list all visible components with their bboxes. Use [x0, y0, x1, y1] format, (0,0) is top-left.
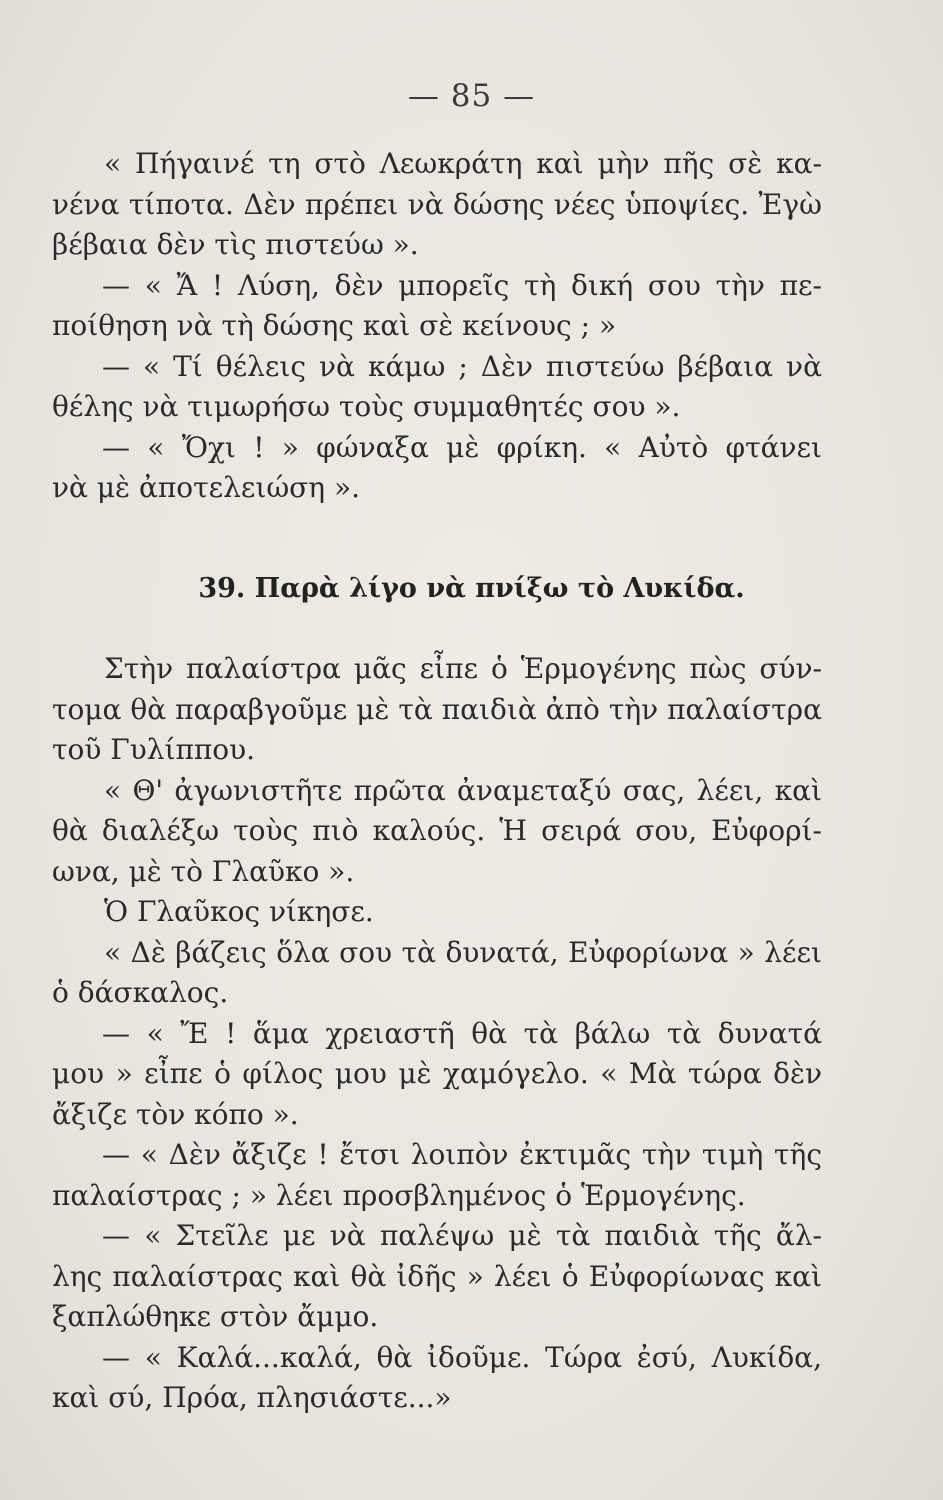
text-block-dialogue: [52, 144, 822, 509]
text-line: — « Δὲν ἄξιζε ! ἔτσι λοιπὸν ἐκτιμᾶς τὴν τιμὴ τῆς: [102, 1138, 822, 1171]
text-line: « Πήγαινέ τη στὸ Λεωκράτη καὶ μὴν πῆς σὲ κα-: [104, 147, 822, 180]
text-line: νένα τίποτα. Δὲν πρέπει νὰ δώσης νέες ὑποψίες. Ἐγὼ: [52, 187, 822, 221]
text-line: θέλης νὰ τιμωρήσω τοὺς συμμαθητές σου ».: [52, 390, 681, 423]
text-line: — « Ἔ ! ἅμα χρειαστῆ θὰ τὰ βάλω τὰ δυνατά: [102, 1016, 822, 1050]
text-line: τομα θὰ παραβγοῦμε μὲ τὰ παιδιὰ ἀπὸ τὴν παλαίστρα: [52, 692, 822, 726]
chapter-heading: 39. Παρὰ λίγο νὰ πνίξω τὸ Λυκίδα.: [198, 573, 745, 604]
text-line: — « Ὄχι ! » φώναξα μὲ φρίκη. « Αὐτὸ φτάνει: [102, 430, 822, 464]
text-line: Στὴν παλαίστρα μᾶς εἶπε ὁ Ἑρμογένης πὼς σύν-: [104, 652, 822, 685]
text-block-chapter-39: [52, 649, 822, 1419]
text-line: — « Ἄ ! Λύση, δὲν μπορεῖς τὴ δική σου τὴν πε-: [102, 268, 822, 302]
text-line: — « Τί θέλεις νὰ κάμω ; Δὲν πιστεύω βέβαια νὰ: [102, 349, 822, 383]
text-line: νὰ μὲ ἀποτελειώση ».: [52, 471, 360, 504]
text-line: ξαπλώθηκε στὸν ἄμμο.: [52, 1300, 379, 1333]
text-line: « Δὲ βάζεις ὅλα σου τὰ δυνατά, Εὐφορίωνα » λέει: [104, 935, 822, 969]
text-line: ωνα, μὲ τὸ Γλαῦκο ».: [52, 854, 355, 888]
text-line: βέβαια δὲν τὶς πιστεύω ».: [52, 228, 419, 261]
text-line: τοῦ Γυλίππου.: [52, 733, 256, 766]
text-line: μου » εἶπε ὁ φίλος μου μὲ χαμόγελο. « Μὰ τώρα δὲν: [52, 1057, 822, 1090]
text-line: Ὁ Γλαῦκος νίκησε.: [104, 895, 374, 928]
text-line: — « Στεῖλε με νὰ παλέψω μὲ τὰ παιδιὰ τῆς ἄλ-: [102, 1219, 822, 1252]
text-line: λης παλαίστρας καὶ θὰ ἰδῆς » λέει ὁ Εὐφορίωνας καὶ: [52, 1259, 822, 1293]
text-line: ὁ δάσκαλος.: [52, 976, 229, 1009]
text-line: ἄξιζε τὸν κόπο ».: [52, 1097, 299, 1131]
text-line: θὰ διαλέξω τοὺς πιὸ καλούς. Ἡ σειρά σου, Εὐφορί-: [52, 814, 822, 847]
text-line: — « Καλά...καλά, θὰ ἰδοῦμε. Τώρα ἐσύ, Λυκίδα,: [102, 1340, 822, 1374]
text-line: « Θ' ἀγωνιστῆτε πρῶτα ἀναμεταξύ σας, λέει, καὶ: [104, 773, 822, 807]
text-line: ποίθηση νὰ τὴ δώσης καὶ σὲ κείνους ; »: [52, 309, 617, 342]
text-line: καὶ σύ, Πρόα, πλησιάστε...»: [52, 1381, 452, 1414]
page-number: — 85 —: [407, 78, 536, 114]
text-line: παλαίστρας ; » λέει προσβλημένος ὁ Ἑρμογένης.: [52, 1178, 746, 1212]
